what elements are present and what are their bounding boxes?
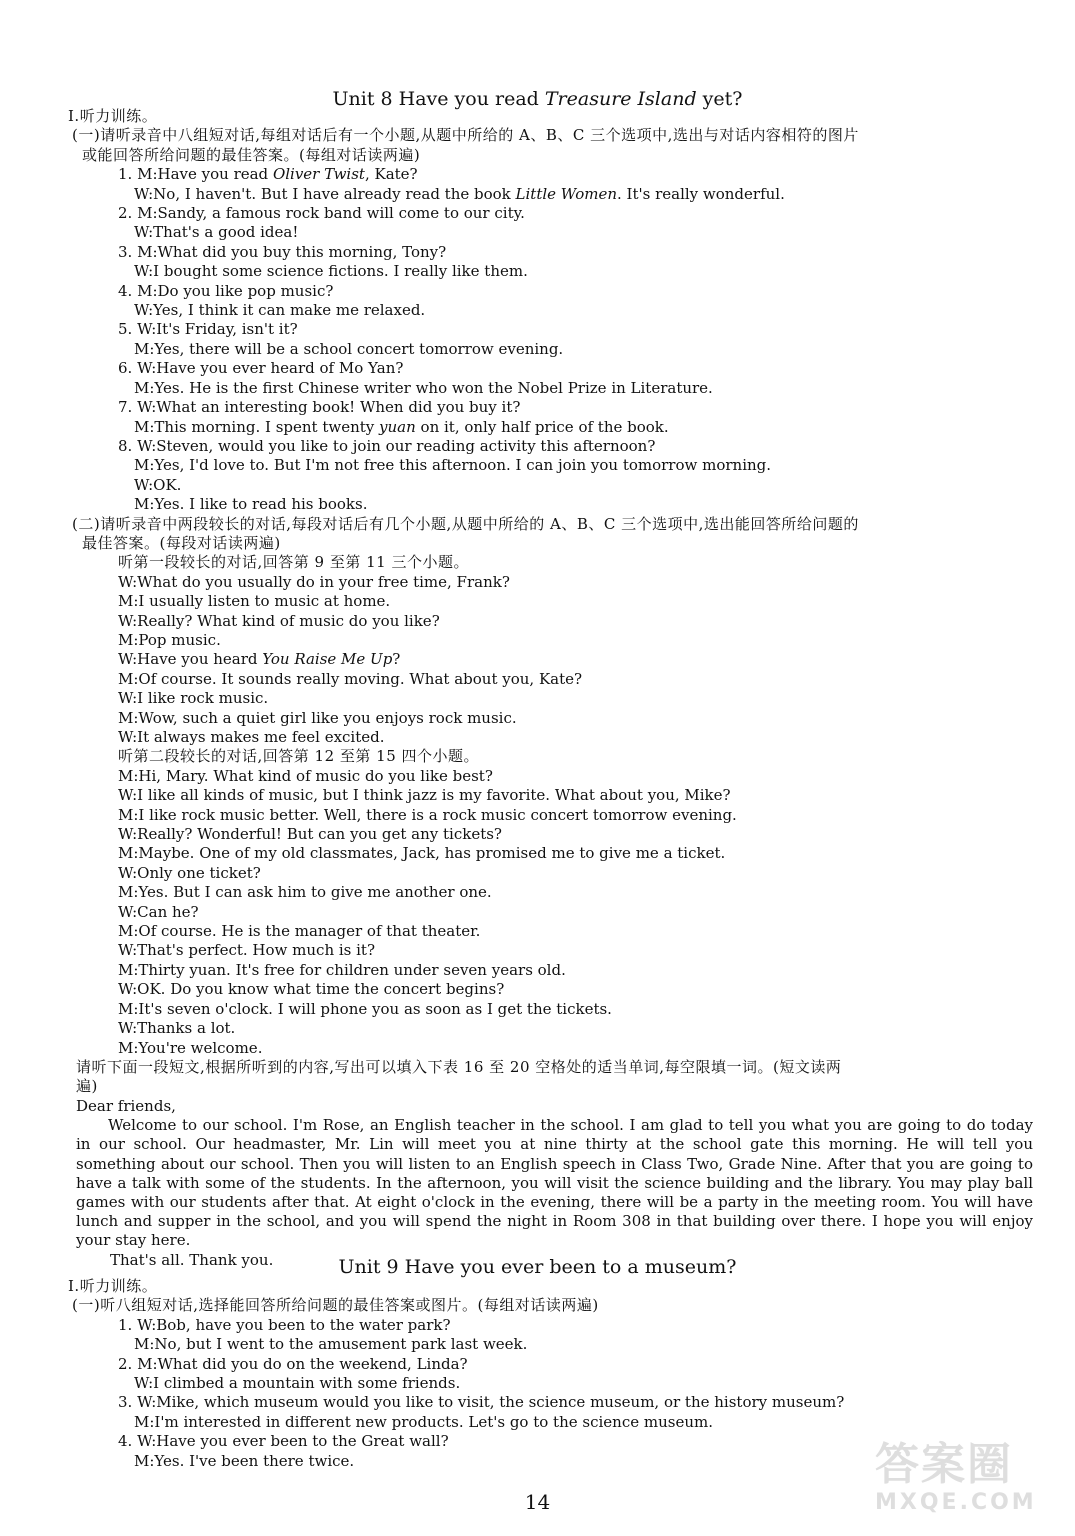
dialogue-line: W:What do you usually do in your free time, Frank? <box>118 572 510 591</box>
dialogue-line: M:It's seven o'clock. I will phone you as soon as I get the tickets. <box>118 999 612 1018</box>
dialogue-line: W:Yes, I think it can make me relaxed. <box>134 301 426 320</box>
dialogue-line: M:Yes. I like to read his books. <box>134 495 368 514</box>
dialogue-line: M:Wow, such a quiet girl like you enjoys rock music. <box>118 708 517 727</box>
dialogue-line: W:Really? Wonderful! But can you get any tickets? <box>118 825 502 844</box>
dialogue-line: M:This morning. I spent twenty yuan on it, only half price of the book. <box>134 417 669 436</box>
dialogue-line: W:Have you heard You Raise Me Up? <box>118 650 401 669</box>
instruction: (一)听八组短对话,选择能回答所给问题的最佳答案或图片。(每组对话读两遍) <box>72 1296 599 1315</box>
instruction: 请听下面一段短文,根据所听到的内容,写出可以填入下表 16 至 20 空格处的适当单词,每空限填一词。(短文读两 <box>76 1057 842 1076</box>
dialogue-line: 6. W:Have you ever heard of Mo Yan? <box>118 359 404 378</box>
dialogue-line: M:Pop music. <box>118 630 221 649</box>
dialogue-line: M:Yes, there will be a school concert tomorrow evening. <box>134 339 564 358</box>
dialogue-line: 1. M:Have you read Oliver Twist, Kate? <box>118 165 418 184</box>
dialogue-line: W:OK. Do you know what time the concert begins? <box>118 980 505 999</box>
conversation-heading: 听第一段较长的对话,回答第 9 至第 11 三个小题。 <box>118 553 469 572</box>
dialogue-line: M:Thirty yuan. It's free for children under seven years old. <box>118 960 566 979</box>
dialogue-line: 2. M:Sandy, a famous rock band will come to our city. <box>118 204 525 223</box>
dialogue-line: M:I like rock music better. Well, there is a rock music concert tomorrow evening. <box>118 805 737 824</box>
dialogue-line: M:I usually listen to music at home. <box>118 592 391 611</box>
dialogue-line: 5. W:It's Friday, isn't it? <box>118 320 298 339</box>
dialogue-line: W:I like all kinds of music, but I think jazz is my favorite. What about you, Mike? <box>118 786 731 805</box>
dialogue-line: M:No, but I went to the amusement park last week. <box>134 1335 528 1354</box>
unit8-title: Unit 8 Have you read Treasure Island yet? <box>332 88 743 110</box>
conversation-heading: 听第二段较长的对话,回答第 12 至第 15 四个小题。 <box>118 747 480 766</box>
passage-paragraph: Welcome to our school. I'm Rose, an English teacher in the school. I am glad to tell you what you are going to do today in our school. Our headmaster, Mr. Lin will meet you at nine thirty at the school gate this morning. He will tell you something about our school. Then you will listen to an English speech in Class Two, Grade Nine. After that you are going to have a talk with some of the students. In the afternoon, you will visit the science building and the library. You may play ball games with our students after that. At eight o'clock in the evening, there will be a party in the meeting room. You will have lunch and supper in the school, and you will spend the night in Room 308 in that building over there. I hope you will enjoy your stay here. <box>76 1116 1033 1250</box>
watermark-logo-text: 答案圈 <box>875 1439 1013 1490</box>
dialogue-line: W:It always makes me feel excited. <box>118 728 385 746</box>
unit9-title: Unit 9 Have you ever been to a museum? <box>338 1256 737 1278</box>
dialogue-line: W:I bought some science fictions. I really like them. <box>134 262 528 281</box>
dialogue-line: 8. W:Steven, would you like to join our reading activity this afternoon? <box>118 436 656 455</box>
dialogue-line: M:Maybe. One of my old classmates, Jack, has promised me to give me a ticket. <box>118 844 726 863</box>
dialogue-line: 7. W:What an interesting book! When did you buy it? <box>118 398 521 417</box>
instruction: 遍) <box>76 1077 98 1096</box>
dialogue-line: M:You're welcome. <box>118 1038 263 1057</box>
dialogue-line: 4. M:Do you like pop music? <box>118 281 334 300</box>
passage-closing: That's all. Thank you. <box>110 1250 274 1269</box>
dialogue-line: W:That's a good idea! <box>134 223 299 242</box>
dialogue-line: M:Of course. It sounds really moving. What about you, Kate? <box>118 669 583 688</box>
dialogue-line: W:OK. <box>134 475 182 494</box>
letter-greeting: Dear friends, <box>76 1096 176 1115</box>
dialogue-line: M:Of course. He is the manager of that theater. <box>118 922 481 941</box>
dialogue-line: W:That's perfect. How much is it? <box>118 941 375 960</box>
dialogue-line: W:Thanks a lot. <box>118 1019 236 1038</box>
dialogue-line: 3. W:Mike, which museum would you like to visit, the science museum, or the history museum? <box>118 1393 845 1412</box>
dialogue-line: W:Can he? <box>118 902 199 921</box>
dialogue-line: M:Yes, I'd love to. But I'm not free this afternoon. I can join you tomorrow morning. <box>134 456 772 475</box>
dialogue-line: W:Really? What kind of music do you like? <box>118 611 440 630</box>
dialogue-line: W:Only one ticket? <box>118 863 261 882</box>
dialogue-line: W:No, I haven't. But I have already read the book Little Women. It's really wonderful. <box>134 184 785 203</box>
dialogue-line: 1. W:Bob, have you been to the water park? <box>118 1315 451 1334</box>
dialogue-line: W:I like rock music. <box>118 689 269 708</box>
dialogue-line: M:I'm interested in different new products. Let's go to the science museum. <box>134 1412 713 1431</box>
dialogue-line: 3. M:What did you buy this morning, Tony? <box>118 242 447 261</box>
instruction: (一)请听录音中八组短对话,每组对话后有一个小题,从题中所给的 A、B、C 三个选项中,选出与对话内容相符的图片 <box>72 126 859 145</box>
unit8-content <box>68 107 1033 1270</box>
instruction: (二)请听录音中两段较长的对话,每段对话后有几个小题,从题中所给的 A、B、C 三个选项中,选出能回答所给问题的 <box>72 514 859 533</box>
dialogue-line: 4. W:Have you ever been to the Great wall? <box>118 1432 449 1451</box>
dialogue-line: M:Yes. But I can ask him to give me another one. <box>118 883 492 902</box>
section-heading: Ⅰ.听力训练。 <box>68 107 158 125</box>
watermark-site-text: MXQE.COM <box>875 1490 1037 1515</box>
instruction: 最佳答案。(每段对话读两遍) <box>82 533 281 552</box>
page-number: 14 <box>524 1490 551 1514</box>
dialogue-line: W:I climbed a mountain with some friends. <box>134 1374 461 1393</box>
instruction: 或能回答所给问题的最佳答案。(每组对话读两遍) <box>82 145 421 164</box>
section-heading: Ⅰ.听力训练。 <box>68 1277 158 1295</box>
dialogue-line: M:Yes. He is the first Chinese writer who won the Nobel Prize in Literature. <box>134 378 713 397</box>
dialogue-line: 2. M:What did you do on the weekend, Linda? <box>118 1354 468 1373</box>
watermark-logo <box>875 1440 1055 1530</box>
dialogue-line: M:Hi, Mary. What kind of music do you like best? <box>118 766 493 785</box>
dialogue-line: M:Yes. I've been there twice. <box>134 1451 355 1470</box>
